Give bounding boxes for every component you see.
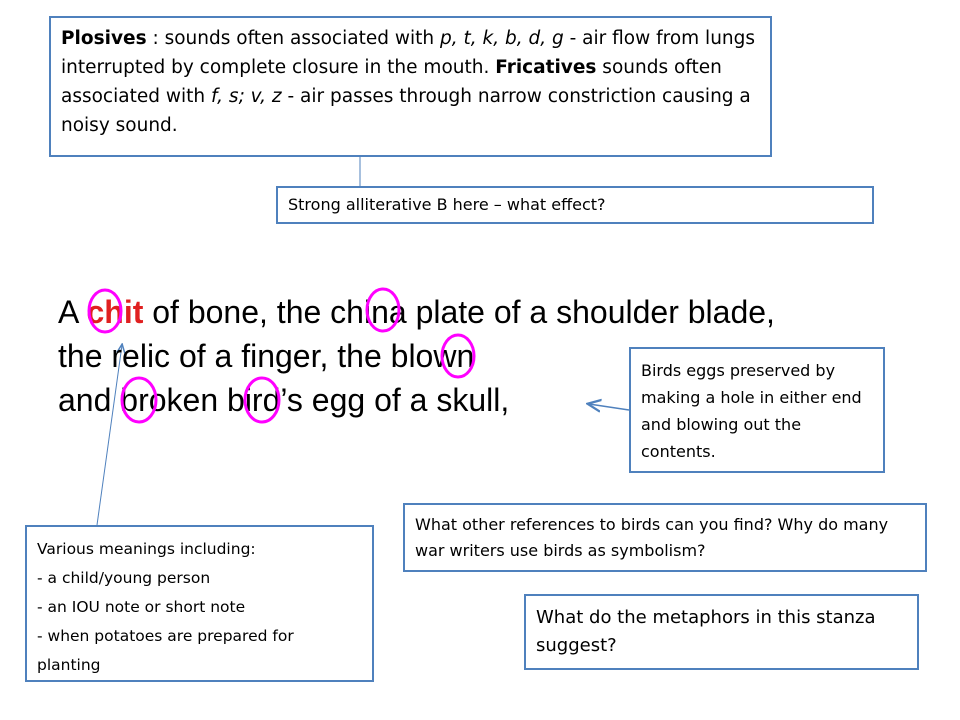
chit-meaning-item: - a child/young person bbox=[37, 569, 211, 587]
metaphors-text: What do the metaphors in this stanza suggest? bbox=[536, 607, 876, 656]
circle-chit bbox=[89, 290, 121, 332]
poem-line-1-end: of bone, the china plate of a shoulder blade, bbox=[143, 294, 775, 330]
plosives-text-b: - air flow from lungs interrupted by complete closure in the mouth. bbox=[61, 28, 756, 78]
chit-meaning-item: - an IOU note or short note bbox=[37, 598, 246, 616]
birds-eggs-note bbox=[629, 347, 885, 473]
poem-line-3: and broken bird’s egg of a skull, bbox=[58, 382, 510, 418]
birds-symbolism-question bbox=[403, 503, 927, 572]
birds-symbolism-text: What other references to birds can you find? Why do many war writers use birds as symbolism? bbox=[415, 515, 889, 560]
circle-blown bbox=[442, 335, 474, 377]
fricatives-letters: f, s; v, z bbox=[210, 86, 282, 107]
birds-eggs-text: Birds eggs preserved by making a hole in either end and blowing out the contents. bbox=[641, 361, 862, 461]
circle-birds bbox=[245, 378, 279, 422]
plosives-letters: p, t, k, b, d, g bbox=[439, 28, 564, 49]
alliterative-text: Strong alliterative B here – what effect? bbox=[288, 195, 606, 214]
fricatives-text-a: sounds often associated with bbox=[61, 57, 722, 107]
fricatives-term: Fricatives bbox=[495, 57, 597, 78]
fricatives-text-b: - air passes through narrow constriction causing a noisy sound. bbox=[61, 86, 751, 136]
chit-meaning-item: - when potatoes are prepared for planting bbox=[37, 627, 294, 674]
chit-meanings-note bbox=[25, 525, 374, 682]
highlight-word-chit: chit bbox=[86, 294, 144, 330]
poem-line-2: the relic of a finger, the blown bbox=[58, 338, 475, 374]
plosives-term: Plosives bbox=[61, 28, 147, 49]
metaphors-question bbox=[524, 594, 919, 670]
chit-meanings-intro: Various meanings including: bbox=[37, 540, 256, 558]
circle-china bbox=[367, 289, 399, 331]
poem-line-1-start: A bbox=[58, 294, 87, 330]
plosives-text-a: : sounds often associated with bbox=[146, 28, 440, 49]
circle-broken bbox=[122, 378, 156, 422]
